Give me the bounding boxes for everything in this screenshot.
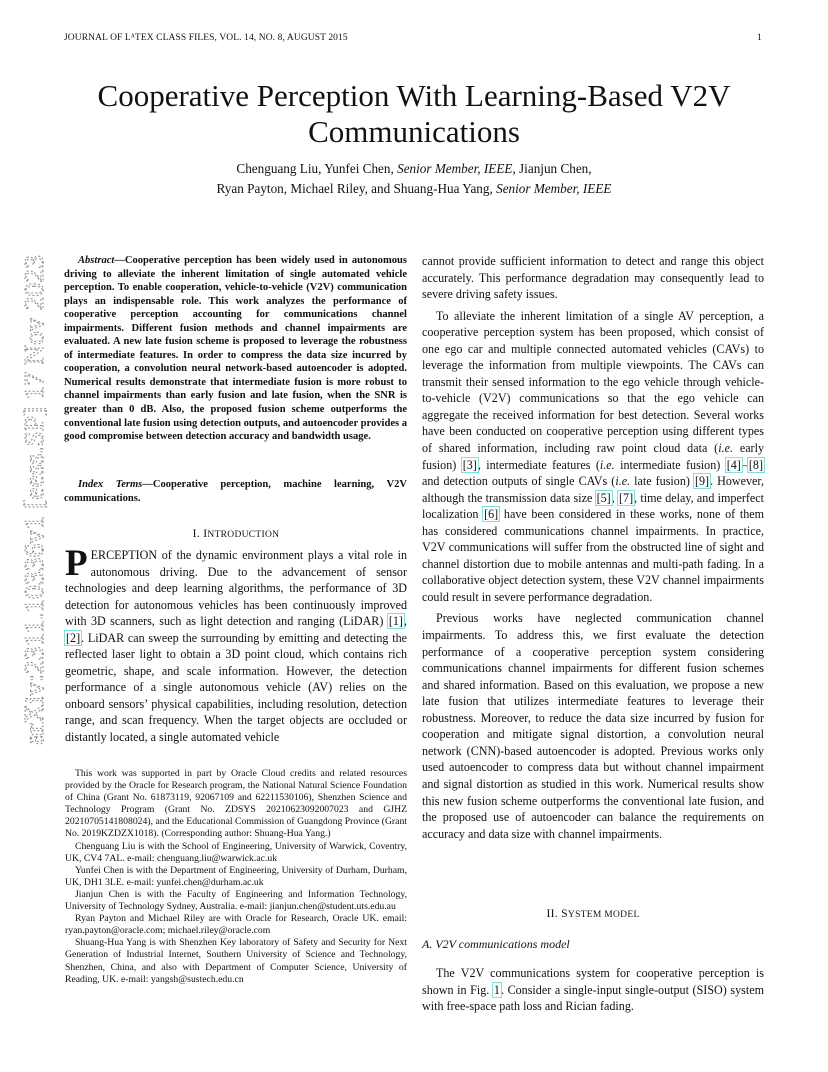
author-list	[100, 159, 728, 199]
author-role: Senior Member, IEEE	[496, 181, 612, 196]
text: –	[741, 457, 748, 472]
text: i.e.	[599, 457, 615, 472]
index-terms	[64, 478, 407, 505]
intro-text: . LiDAR can sweep the surrounding by emitting and detecting the reflected laser light to obtain a 3D point cloud, which contains rich geometric, shape, and scale information. However, the detection performance of a single autonomous vehicle (AV) relies on the onboard sensors’ physical capabilities, including resolution, detection range, and scan frequency. When the target objects are occluded or distantly located, a single automated vehicle	[65, 630, 407, 745]
section-number: II.	[546, 907, 562, 920]
page-number: 1	[757, 33, 762, 43]
section-heading-system-model	[422, 907, 764, 920]
abstract-text: —Cooperative perception has been widely used in autonomous driving to alleviate the inherent limitation of single automated vehicle perception. To enable cooperation, vehicle-to-vehicle (V2V) communication plays an indispensable role. This work analyzes the performance of cooperative perception accounting for communications channel impairments. Different fusion methods and channel impairments are evaluated. A new late fusion scheme is proposed to leverage the robustness of intermediate features. In order to compress the data size incurred by cooperation, a convolution neural network-based autoencoder is adopted. Numerical results demonstrate that intermediate fusion is more robust to channel impairments than early fusion and late fusion, when the SNR is greater than 0 dB. Also, the proposed fusion scheme outperforms the conventional late fusion using detection outputs, and autoencoder provides a good compromise between detection accuracy and bandwidth usage.	[64, 255, 408, 443]
section-title-initial: S	[561, 907, 568, 920]
text: . Consider a single-input single-output (SISO) system with free-space path loss and Rician fading.	[422, 982, 764, 1014]
footnote-affiliation: Shuang-Hua Yang is with Shenzhen Key laboratory of Safety and Security for Next Generation of Industrial Internet, Southern University of Science and Technology, Shenzhen, China, and also with Department of Computer Science, University of Reading, UK. e-mail: yangsh@sustech.edu.cn	[65, 937, 407, 985]
citation-link[interactable]: [8]	[748, 457, 763, 472]
citation-link[interactable]: [3]	[462, 457, 477, 472]
running-head: JOURNAL OF LᴬTEX CLASS FILES, VOL. 14, NO. 8, AUGUST 2015	[64, 33, 348, 43]
paper-title: Cooperative Perception With Learning-Based V2V Communications	[97, 78, 731, 149]
footnote-affiliation: Ryan Payton and Michael Riley are with Oracle for Research, Oracle UK. email: ryan.payton@oracle.com; michael.riley@oracle.com	[65, 913, 407, 937]
text: . However, although the transmission data size	[422, 474, 764, 505]
footnote-funding: This work was supported in part by Oracle Cloud credits and related resources provided by the Oracle for Research program, the National Natural Science Foundation of China (Grant No. 61873119, 92067109 and 62211530106), Shenzhen Science and Technology Program (Grant No. ZDSYS 20210623092007023 and GJHZ 20210705141808024), and the Educational Commission of Guangdong Province (Grant No. 2019KZDZX1018). (Corresponding author: Shuang-Hua Yang.)	[65, 768, 407, 840]
section-heading-introduction	[65, 527, 407, 540]
text: late fusion)	[630, 474, 694, 489]
citation-link[interactable]: [1]	[388, 614, 403, 629]
intro-text: ERCEPTION of the dynamic environment plays a vital role in autonomous driving. Due to the advancement of sensor technologies and deep learning algorithms, the performance of 3D detection for autonomous vehicles has been continuously improved with 3D scanners, such as light detection and ranging (LiDAR)	[65, 548, 407, 629]
text: and detection outputs of single CAVs (	[422, 474, 616, 489]
section-title-rest: NTRODUCTION	[207, 530, 280, 540]
authors-line1-end: , Jianjun Chen,	[512, 161, 592, 176]
footnotes	[65, 768, 407, 986]
citation-link[interactable]: [9]	[694, 474, 710, 489]
section-title-rest: YSTEM MODEL	[567, 910, 640, 920]
text: , intermediate features (	[477, 457, 600, 472]
citation-link[interactable]: [6]	[484, 507, 499, 522]
text: To alleviate the inherent limitation of a single AV perception, a cooperative perception system has been proposed, which consist of one ego car and multiple connected automated vehicles (CAVs) to leverage the information from multiple viewpoints. The CAVs can transmit their sensed information to the ego vehicle through vehicle-to-vehicle (V2V) communications so that the ego vehicle can aggregate the received information for best detection. Several works have been conducted on cooperative perception using different types of shared information, including raw point cloud data (	[422, 308, 764, 456]
citation-link[interactable]: [7]	[619, 490, 634, 505]
paragraph	[422, 965, 764, 1015]
footnote-affiliation: Yunfei Chen is with the Department of Engineering, University of Durham, Durham, UK, DH1 3LE. e-mail: yunfei.chen@durham.ac.uk	[65, 864, 407, 888]
introduction-body	[65, 543, 407, 746]
section-title-initial: I	[203, 527, 208, 540]
arxiv-stamp-text: arXiv:2311.10336v1 [eess.SP] 17 Nov 2023	[18, 258, 49, 745]
paragraph: Previous works have neglected communication channel impairments. To address this, we first evaluate the detection performance of a cooperative perception system considering communications channel impairments for different fusion schemes and shared information. Based on this evaluation, we propose a new late fusion that utilizes intermediate features to leverage their robustness. Moreover, to reduce the data size incurred by fusion for cooperation and mitigate signal distortion, a convolution neural network (CNN)-based autoencoder is adopted. Previous works only used autoencoder to compress data but without channel impairment and signal distortion as studied in this work. Numerical results show this new fusion scheme outperforms the conventional late fusion, and the proposed use of autoencoder can balance the requirements on accuracy and data size with channel impairments.	[422, 611, 764, 841]
text: The V2V communications system for cooperative perception is shown in Fig.	[422, 966, 764, 997]
arxiv-stamp[interactable]	[13, 252, 53, 747]
figure-link[interactable]: 1	[493, 982, 500, 997]
abstract	[64, 254, 407, 444]
section-number: I.	[192, 527, 204, 540]
system-model-body	[422, 965, 764, 1015]
index-terms-lead: Index Terms	[78, 479, 143, 490]
abstract-lead: Abstract	[78, 255, 115, 266]
text: have been considered in these works, none of them has considered communications channel impairments. In practice, V2V communications will suffer from the obstructed line of sight and channel distortion due to mobile antennas and multi-path fading. In a collaborative object detection system, these V2V channel impairments could result in severe performance degradation.	[422, 507, 765, 604]
citation-link[interactable]: [4]	[726, 457, 741, 472]
footnote-affiliation: Chenguang Liu is with the School of Engineering, University of Warwick, Coventry, UK, CV4 7AL. e-mail: chenguang.liu@warwick.ac.uk	[65, 840, 407, 864]
text: ,	[611, 490, 619, 505]
index-terms-text: —Cooperative perception, machine learning, V2V communications.	[64, 479, 407, 504]
subsection-heading: A. V2V communications model	[422, 937, 570, 951]
right-column-body	[422, 253, 764, 842]
citation-link[interactable]: [5]	[596, 490, 611, 505]
paragraph: cannot provide sufficient information to detect and range this object accurately. This performance degradation may consequently lead to severe driving safety issues.	[422, 254, 764, 302]
citation-link[interactable]: [2]	[66, 630, 81, 645]
text: i.e.	[615, 474, 631, 489]
text: i.e.	[718, 441, 733, 456]
footnote-affiliation: Jianjun Chen is with the Faculty of Engineering and Information Technology, University of Technology Sydney, Australia. e-mail: jianjun.chen@student.uts.edu.au	[65, 888, 407, 913]
text: intermediate fusion)	[614, 457, 726, 472]
author-role: Senior Member, IEEE	[397, 161, 513, 176]
paragraph	[422, 308, 764, 606]
authors-line1: Chenguang Liu, Yunfei Chen,	[236, 161, 398, 176]
drop-cap: P	[65, 543, 88, 584]
text: , time delay, and imperfect localization	[422, 490, 764, 522]
text: early fusion)	[422, 441, 764, 472]
authors-line2: Ryan Payton, Michael Riley, and Shuang-Hua Yang,	[216, 181, 497, 196]
separator: ,	[403, 614, 407, 629]
